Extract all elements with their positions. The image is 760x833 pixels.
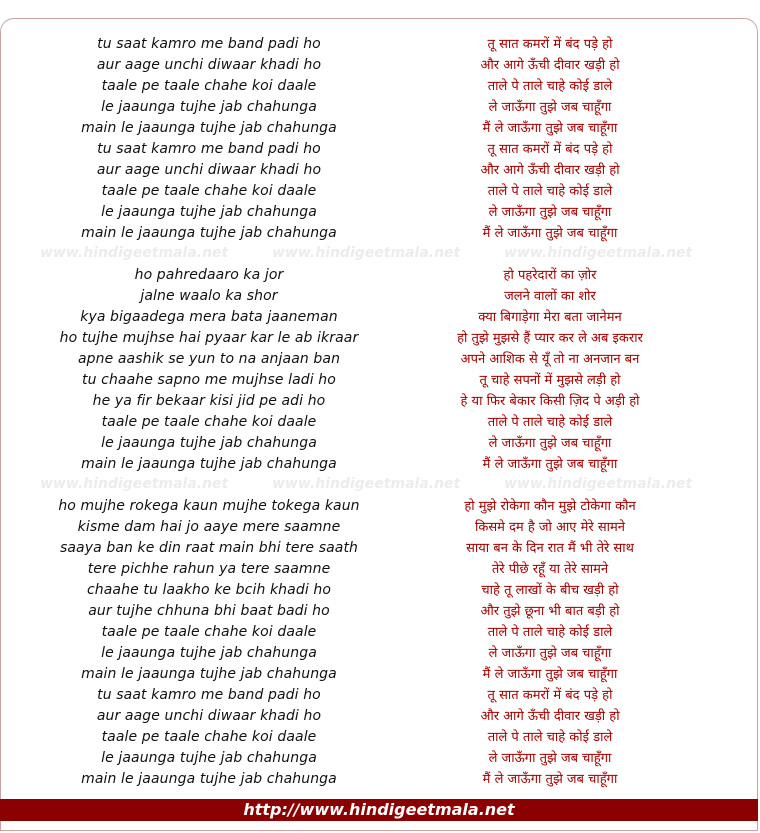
lyric-line-english: aur aage unchi diwaar khadi ho [96, 57, 322, 73]
lyric-line-hindi: जलने वालों का शोर [504, 289, 596, 304]
lyric-line-english: tu saat kamro me band padi ho [97, 687, 321, 703]
watermark-text: www.hindigeetmala.net [504, 476, 693, 492]
lyric-line-english: ho mujhe rokega kaun mujhe tokega kaun [58, 498, 360, 514]
lyric-line-hindi: क्या बिगाड़ेगा मेरा बता जानेमन [478, 310, 622, 325]
lyric-line-english: main le jaaunga tujhe jab chahunga [81, 120, 337, 136]
lyric-line-hindi: तू सात कमरों में बंद पड़े हो [487, 37, 613, 52]
lyric-line-hindi: हो तुझे मुझसे हैं प्यार कर ले अब इकरार [457, 331, 643, 346]
lyric-line-english: tu chaahe sapno me mujhse ladi ho [82, 372, 336, 388]
lyric-line-english: kisme dam hai jo aaye mere saamne [77, 519, 341, 535]
lyric-line-english: tu saat kamro me band padi ho [97, 141, 321, 157]
lyric-line-english: le jaaunga tujhe jab chahunga [101, 435, 317, 451]
lyric-line-hindi: तू सात कमरों में बंद पड़े हो [487, 142, 613, 157]
lyric-line-english: ho tujhe mujhse hai pyaar kar le ab ikraar [59, 330, 359, 346]
lyric-line-english: taale pe taale chahe koi daale [101, 78, 317, 94]
lyric-line-english: main le jaaunga tujhe jab chahunga [81, 666, 337, 682]
lyric-line-english: kya bigaadega mera bata jaaneman [80, 309, 338, 325]
lyric-line-english: aur aage unchi diwaar khadi ho [96, 708, 322, 724]
lyric-line-hindi: ताले पे ताले चाहे कोई डाले [487, 79, 613, 94]
lyric-line-hindi: हो मुझे रोकेगा कौन मुझे टोकेगा कौन [464, 499, 636, 514]
lyric-line-english: main le jaaunga tujhe jab chahunga [81, 456, 337, 472]
lyric-line-english: le jaaunga tujhe jab chahunga [101, 645, 317, 661]
site-url-footer[interactable]: http://www.hindigeetmala.net [0, 799, 758, 821]
lyric-line-english: main le jaaunga tujhe jab chahunga [81, 771, 337, 787]
lyric-line-hindi: साया बन के दिन रात मैं भी तेरे साथ [466, 541, 634, 556]
lyric-line-english: main le jaaunga tujhe jab chahunga [81, 225, 337, 241]
lyric-line-english: le jaaunga tujhe jab chahunga [101, 204, 317, 220]
lyric-line-english: tu saat kamro me band padi ho [97, 36, 321, 52]
lyric-line-hindi: ताले पे ताले चाहे कोई डाले [487, 730, 613, 745]
lyric-line-english: taale pe taale chahe koi daale [101, 624, 317, 640]
lyric-line-hindi: चाहे तू लाखों के बीच खड़ी हो [481, 583, 619, 598]
lyric-line-hindi: ताले पे ताले चाहे कोई डाले [487, 625, 613, 640]
lyric-line-hindi: ले जाऊँगा तुझे जब चाहूँगा [488, 436, 612, 451]
lyric-line-hindi: तू चाहे सपनों में मुझसे लड़ी हो [479, 373, 621, 388]
watermark-row [0, 245, 758, 267]
lyric-line-hindi: ले जाऊँगा तुझे जब चाहूँगा [488, 751, 612, 766]
lyric-line-hindi: मैं ले जाऊँगा तुझे जब चाहूँगा [482, 121, 618, 136]
lyric-line-english: chaahe tu laakho ke bcih khadi ho [86, 582, 331, 598]
lyric-line-hindi: ताले पे ताले चाहे कोई डाले [487, 415, 613, 430]
lyric-line-english: ho pahredaaro ka jor [134, 267, 284, 283]
lyric-line-hindi: अपने आशिक से यूँ तो ना अनजान बन [460, 352, 640, 367]
watermark-text: www.hindigeetmala.net [272, 476, 461, 492]
lyric-line-hindi: मैं ले जाऊँगा तुझे जब चाहूँगा [482, 457, 618, 472]
lyric-line-hindi: ले जाऊँगा तुझे जब चाहूँगा [488, 646, 612, 661]
lyric-line-english: tere pichhe rahun ya tere saamne [87, 561, 331, 577]
lyric-line-english: saaya ban ke din raat main bhi tere saath [59, 540, 359, 556]
lyric-line-hindi: मैं ले जाऊँगा तुझे जब चाहूँगा [482, 772, 618, 787]
lyric-line-hindi: और आगे ऊँची दीवार खड़ी हो [480, 709, 620, 724]
lyric-line-hindi: तेरे पीछे रहूँ या तेरे सामने [491, 562, 609, 577]
watermark-text: www.hindigeetmala.net [272, 245, 461, 261]
lyric-line-english: le jaaunga tujhe jab chahunga [101, 99, 317, 115]
lyric-line-english: taale pe taale chahe koi daale [101, 729, 317, 745]
lyric-line-hindi: ले जाऊँगा तुझे जब चाहूँगा [488, 100, 612, 115]
lyric-line-english: le jaaunga tujhe jab chahunga [101, 750, 317, 766]
lyric-line-hindi: ले जाऊँगा तुझे जब चाहूँगा [488, 205, 612, 220]
lyric-line-english: taale pe taale chahe koi daale [101, 414, 317, 430]
watermark-row [0, 476, 758, 498]
lyric-line-english: jalne waalo ka shor [140, 288, 278, 304]
lyric-line-hindi: तू सात कमरों में बंद पड़े हो [487, 688, 613, 703]
lyric-line-hindi: और तुझे छूना भी बात बड़ी हो [480, 604, 620, 619]
lyric-line-english: apne aashik se yun to na anjaan ban [77, 351, 341, 367]
lyric-line-hindi: मैं ले जाऊँगा तुझे जब चाहूँगा [482, 667, 618, 682]
lyric-line-hindi: हो पहरेदारों का ज़ोर [503, 268, 597, 283]
lyric-line-hindi: और आगे ऊँची दीवार खड़ी हो [480, 58, 620, 73]
lyric-line-english: aur aage unchi diwaar khadi ho [96, 162, 322, 178]
lyric-line-hindi: ताले पे ताले चाहे कोई डाले [487, 184, 613, 199]
lyric-line-hindi: मैं ले जाऊँगा तुझे जब चाहूँगा [482, 226, 618, 241]
watermark-text: www.hindigeetmala.net [40, 245, 229, 261]
lyric-line-hindi: किसमे दम है जो आए मेरे सामने [474, 520, 625, 535]
watermark-text: www.hindigeetmala.net [40, 476, 229, 492]
lyric-line-english: he ya fir bekaar kisi jid pe adi ho [92, 393, 326, 409]
watermark-text: www.hindigeetmala.net [504, 245, 693, 261]
lyric-line-english: taale pe taale chahe koi daale [101, 183, 317, 199]
lyric-line-hindi: हे या फिर बेकार किसी ज़िद पे अड़ी हो [460, 394, 640, 409]
lyric-line-hindi: और आगे ऊँची दीवार खड़ी हो [480, 163, 620, 178]
lyric-line-english: aur tujhe chhuna bhi baat badi ho [88, 603, 330, 619]
